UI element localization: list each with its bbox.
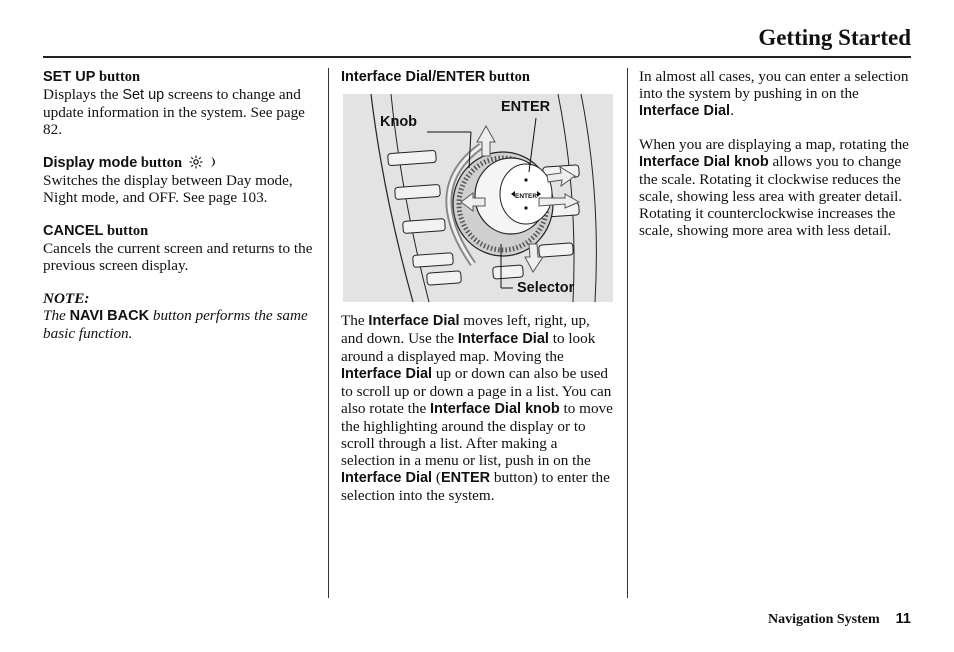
para-keyword-4: Interface Dial knob: [429, 401, 560, 417]
para-text-3: to look around a displayed map. Moving the: [341, 330, 596, 365]
col3-p1-text-1: In almost all cases, you can enter a selection into the system by pushing in on the: [639, 68, 909, 102]
note-text: [43, 307, 315, 342]
note-keyword: NAVI BACK: [69, 308, 150, 324]
selector-label: Selector: [517, 280, 575, 296]
moon-icon: [207, 155, 217, 169]
interface-dial-paragraph: [341, 312, 613, 504]
interface-dial-heading: [341, 68, 613, 86]
cancel-section: [43, 222, 315, 274]
note-label: NOTE:: [43, 290, 90, 307]
col3-paragraph-2: [639, 136, 911, 239]
para-text-4: up or down can also be used to scroll up or down a page in a list. You can also rotate the: [341, 365, 612, 417]
para-text-1: The: [341, 312, 369, 329]
para-keyword-5: Interface Dial: [341, 470, 433, 486]
para-keyword-6: ENTER: [440, 470, 491, 486]
col3-p1-text-2: .: [730, 102, 734, 119]
column-2: [341, 68, 613, 504]
column-divider-2: [627, 68, 628, 598]
setup-keyword: Set up: [122, 87, 165, 103]
setup-heading-rest: button: [95, 69, 141, 85]
col3-p2-keyword: Interface Dial knob: [639, 154, 769, 170]
col3-paragraph-1: [639, 68, 911, 120]
display-heading: [43, 154, 315, 172]
column-3: [639, 68, 911, 239]
para-keyword-1: Interface Dial: [368, 313, 460, 329]
display-heading-rest: button: [137, 155, 186, 171]
sun-icon: [188, 155, 204, 169]
interface-dial-heading-key: Interface Dial/ENTER: [341, 69, 486, 85]
setup-text: [43, 86, 315, 138]
interface-dial-heading-rest: button: [485, 69, 530, 85]
interface-dial-figure: [343, 94, 613, 302]
cancel-heading-key: CANCEL: [43, 223, 104, 239]
page-footer: [768, 611, 911, 628]
col3-p2-text-1: When you are displaying a map, rotating the: [639, 136, 909, 153]
display-section: [43, 154, 315, 206]
setup-text-1: Displays the: [43, 86, 123, 103]
display-text: Switches the display between Day mode, Night mode, and OFF. See page 103.: [43, 172, 293, 206]
header-rule: [43, 56, 911, 58]
setup-text-2: screens to change and update information in the system. See page 82.: [43, 86, 305, 138]
setup-section: [43, 68, 315, 138]
knob-label: Knob: [380, 114, 418, 130]
para-text-5: to move the highlighting around the display or to scroll through a list. After making a selection in a menu or list, push in on the: [341, 400, 613, 469]
col3-p1-keyword: Interface Dial: [639, 103, 731, 119]
para-keyword-3: Interface Dial: [341, 366, 433, 382]
display-heading-key: Display mode: [43, 155, 138, 171]
col3-p2-text-2: allows you to change the scale. Rotating it clockwise reduces the scale, showing less area with greater detail. Rotating it counterclockwise increases the scale, showing more area with less detail.: [639, 153, 903, 239]
note-text-2: button performs the same basic function.: [43, 307, 308, 342]
para-text-6: (: [432, 469, 441, 486]
cancel-text: Cancels the current screen and returns to the previous screen display.: [43, 240, 313, 274]
para-keyword-2: Interface Dial: [457, 331, 549, 347]
cancel-heading-rest: button: [103, 223, 149, 239]
enter-label: ENTER: [501, 99, 551, 115]
footer-section: Navigation System: [768, 612, 880, 627]
note-section: [43, 290, 315, 342]
page-title: Getting Started: [758, 25, 911, 50]
cancel-heading: [43, 222, 315, 240]
para-text-2: moves left, right, up, and down. Use the: [341, 312, 590, 347]
setup-heading-key: SET UP: [43, 69, 96, 85]
para-text-7: button) to enter the selection into the system.: [341, 469, 610, 504]
page-number: 11: [895, 611, 911, 627]
column-1: [43, 68, 315, 342]
column-divider-1: [328, 68, 329, 598]
enter-button-text: ENTER: [515, 193, 538, 200]
note-text-1: The: [43, 307, 70, 324]
setup-heading: [43, 68, 315, 86]
